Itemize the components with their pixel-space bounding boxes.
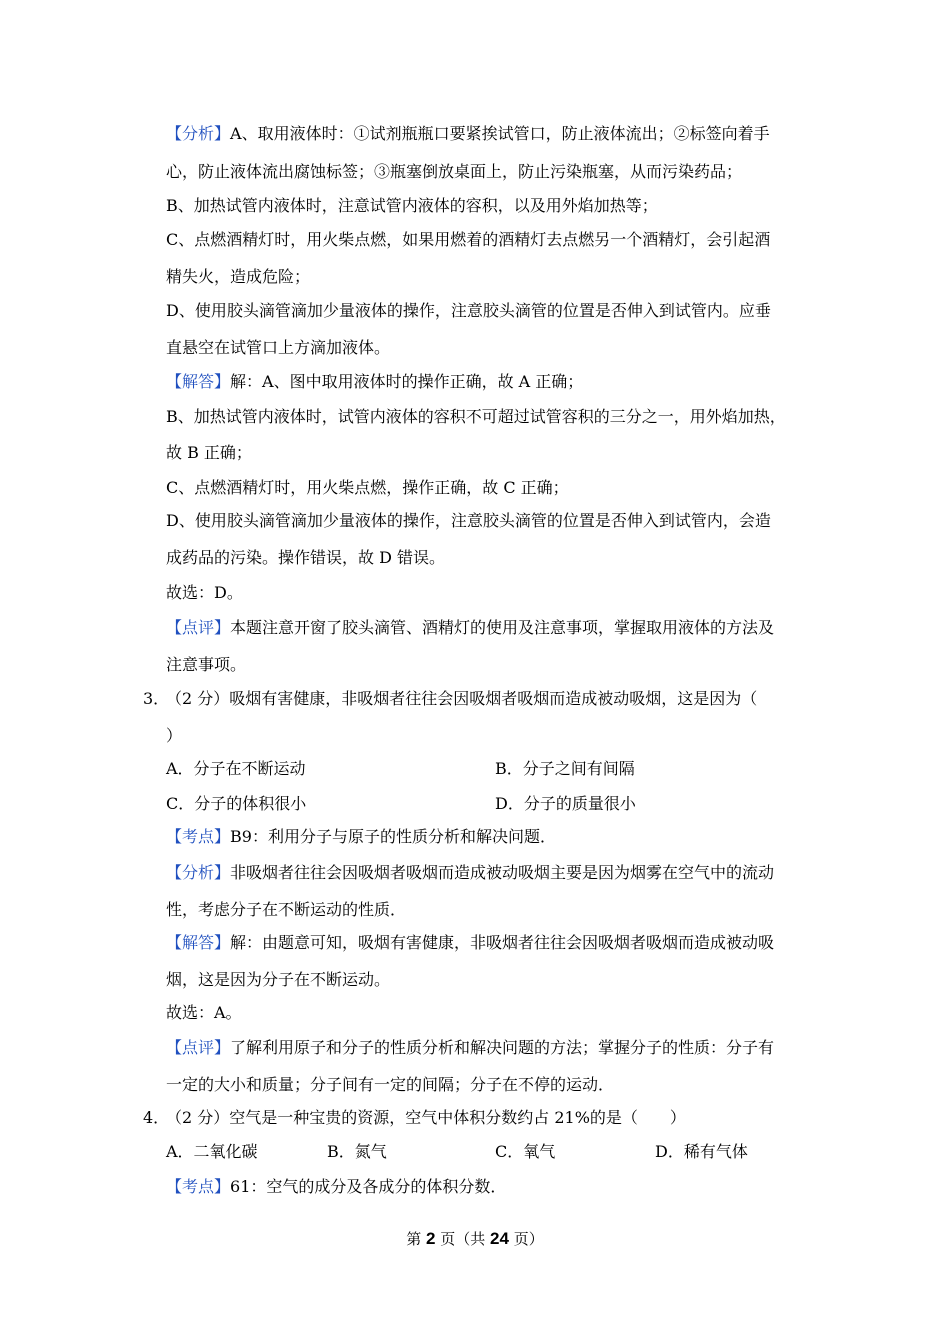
q3-option-a: A．分子在不断运动 (166, 759, 306, 778)
q2-answer-line-3: 故 B 正确； (166, 443, 252, 462)
q4-option-c: C．氧气 (495, 1142, 556, 1161)
page-number: 2 (426, 1229, 436, 1248)
q2-answer-line-6: 成药品的污染。操作错误，故 D 错误。 (166, 548, 446, 567)
q3-comment-line-2: 一定的大小和质量；分子间有一定的间隔；分子在不停的运动． (166, 1075, 615, 1094)
q3-analysis-line-2: 性，考虑分子在不断运动的性质． (166, 900, 407, 919)
point-tag: 【考点】 (166, 827, 231, 846)
comment-tag: 【点评】 (166, 618, 231, 637)
q4-option-d: D．稀有气体 (655, 1142, 748, 1161)
q3-analysis-line-1: 【分析】非吸烟者往往会因吸烟者吸烟而造成被动吸烟主要是因为烟雾在空气中的流动 (166, 863, 775, 882)
q2-answer-line-4: C、点燃酒精灯时，用火柴点燃，操作正确，故 C 正确； (166, 478, 569, 497)
q3-stem-line-2: ） (166, 726, 183, 745)
q2-comment-line-1: 【点评】本题注意开窗了胶头滴管、酒精灯的使用及注意事项，掌握取用液体的方法及 (166, 618, 775, 637)
point-tag: 【考点】 (166, 1177, 231, 1196)
q3-option-c: C．分子的体积很小 (166, 794, 307, 813)
page-footer: 第 2 页（共 24 页） (406, 1229, 544, 1248)
q3-answer-line-3: 故选：A。 (166, 1003, 242, 1022)
q2-comment-line-2: 注意事项。 (166, 655, 247, 674)
q3-answer-line-2: 烟，这是因为分子在不断运动。 (166, 970, 391, 989)
q3-comment-line-1: 【点评】了解利用原子和分子的性质分析和解决问题的方法；掌握分子的性质：分子有 (166, 1038, 775, 1057)
q4-point-line: 【考点】61：空气的成分及各成分的体积分数． (166, 1177, 507, 1196)
answer-tag: 【解答】 (166, 372, 231, 391)
q4-option-a: A．二氧化碳 (166, 1142, 258, 1161)
analysis-tag: 【分析】 (166, 124, 231, 143)
q2-answer-line-5: D、使用胶头滴管滴加少量液体的操作，注意胶头滴管的位置是否伸入到试管内，会造 (166, 511, 771, 530)
q2-answer-line-2: B、加热试管内液体时，试管内液体的容积不可超过试管容积的三分之一，用外焰加热， (166, 407, 786, 426)
q4-stem: （2 分）空气是一种宝贵的资源，空气中体积分数约占 21%的是（ ） (166, 1108, 686, 1127)
q2-analysis-line-6: D、使用胶头滴管滴加少量液体的操作，注意胶头滴管的位置是否伸入到试管内。应垂 (166, 301, 771, 320)
q3-answer-line-1: 【解答】解：由题意可知，吸烟有害健康，非吸烟者往往会因吸烟者吸烟而造成被动吸 (166, 933, 775, 952)
q3-option-d: D．分子的质量很小 (495, 794, 636, 813)
comment-tag: 【点评】 (166, 1038, 231, 1057)
q2-analysis-line-2: 心，防止液体流出腐蚀标签；③瓶塞倒放桌面上，防止污染瓶塞，从而污染药品； (166, 162, 743, 181)
q2-analysis-line-7: 直悬空在试管口上方滴加液体。 (166, 338, 391, 357)
analysis-tag: 【分析】 (166, 863, 231, 882)
answer-tag: 【解答】 (166, 933, 231, 952)
q2-analysis-line-1: 【分析】A、取用液体时：①试剂瓶瓶口要紧挨试管口，防止液体流出；②标签向着手 (166, 124, 770, 143)
q3-stem-line-1: （2 分）吸烟有害健康，非吸烟者往往会因吸烟者吸烟而造成被动吸烟，这是因为（ (166, 689, 758, 708)
q3-number: 3． (143, 689, 170, 708)
q2-analysis-line-3: B、加热试管内液体时，注意试管内液体的容积，以及用外焰加热等； (166, 196, 658, 215)
q2-answer-line-1: 【解答】解：A、图中取用液体时的操作正确，故 A 正确； (166, 372, 584, 391)
q4-option-b: B．氮气 (327, 1142, 387, 1161)
q3-option-b: B．分子之间有间隔 (495, 759, 635, 778)
q2-analysis-line-5: 精失火，造成危险； (166, 267, 311, 286)
q4-number: 4． (143, 1108, 170, 1127)
q2-analysis-line-4: C、点燃酒精灯时，用火柴点燃，如果用燃着的酒精灯去点燃另一个酒精灯，会引起酒 (166, 230, 771, 249)
q2-answer-line-7: 故选：D。 (166, 583, 243, 602)
page-total: 24 (490, 1229, 509, 1248)
q3-point-line: 【考点】B9：利用分子与原子的性质分析和解决问题． (166, 827, 556, 846)
